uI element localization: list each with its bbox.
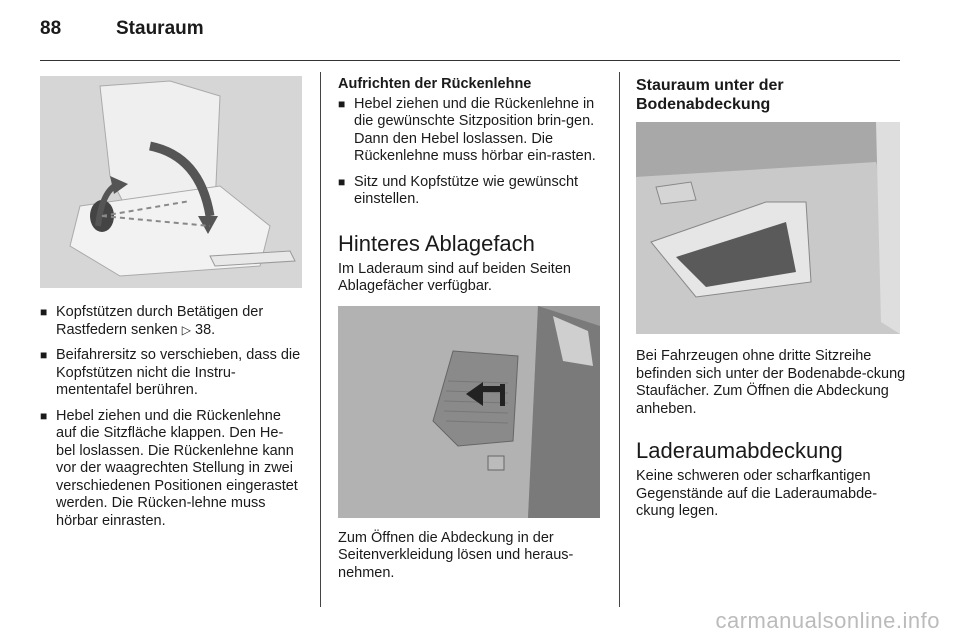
section-heading: Laderaumabdeckung bbox=[636, 438, 843, 463]
instruction-list bbox=[338, 96, 604, 209]
list-item: ■ Sitz und Kopfstütze wie gewünscht einstellen. bbox=[338, 173, 579, 207]
page-title: Stauraum bbox=[116, 18, 204, 39]
section-heading: Stauraum unter der Bodenabdeckung bbox=[636, 77, 784, 113]
underfloor-storage-illustration bbox=[636, 122, 900, 334]
bullet-icon: ■ bbox=[338, 96, 346, 111]
watermark: carmanualsonline.info bbox=[715, 608, 940, 633]
bullet-icon: ■ bbox=[338, 174, 346, 189]
page-reference-icon: ▷ bbox=[181, 322, 191, 337]
seat-illustration bbox=[40, 76, 302, 288]
storage-compartment-illustration bbox=[338, 306, 600, 518]
column-middle bbox=[338, 76, 604, 582]
section-intro: Im Laderaum sind auf beiden Seiten Ablagefächer verfügbar. bbox=[338, 260, 571, 294]
section-text: Bei Fahrzeugen ohne dritte Sitzreihe befinden sich unter der Bodenabde-ckung Staufächer. Zum Öffnen die Abdeckung anheben. bbox=[636, 348, 906, 417]
list-item: ■ Kopfstützen durch Betätigen der Rastfedern senken ▷ 38. bbox=[40, 304, 264, 338]
list-item: ■ Beifahrersitz so verschieben, dass die Kopfstützen nicht die Instru-mententafel berühren. bbox=[40, 347, 301, 398]
instruction-list bbox=[40, 304, 302, 530]
column-divider-1 bbox=[320, 72, 321, 607]
section-heading: Hinteres Ablagefach bbox=[338, 230, 535, 256]
subheading: Aufrichten der Rückenlehne bbox=[338, 76, 532, 92]
page-reference: 38. bbox=[195, 321, 216, 338]
column-right bbox=[636, 76, 908, 521]
list-item: ■ Hebel ziehen und die Rückenlehne in die gewünschte Sitzposition brin-gen. Dann den Hebel loslassen. Die Rückenlehne muss hörbar ein-rasten. bbox=[338, 95, 596, 164]
list-item: ■ Hebel ziehen und die Rückenlehne auf die Sitzfläche klappen. Den He-bel loslassen. Die Rückenlehne kann vor der waagrechten Stellung in zwei verschiedenen Positionen eingerastet werden. Die Rücken-lehne muss hörbar einrasten. bbox=[40, 407, 298, 529]
page-number: 88 bbox=[40, 18, 62, 39]
column-left bbox=[40, 76, 302, 538]
bullet-icon: ■ bbox=[40, 408, 48, 423]
section-text: Keine schweren oder scharfkantigen Gegenstände auf die Laderaumabde-ckung legen. bbox=[636, 468, 878, 519]
header-rule bbox=[40, 60, 900, 61]
image-caption: Zum Öffnen die Abdeckung in der Seitenverkleidung lösen und heraus-nehmen. bbox=[338, 529, 574, 581]
bullet-icon: ■ bbox=[40, 348, 48, 362]
bullet-icon: ■ bbox=[40, 305, 48, 319]
column-divider-2 bbox=[619, 72, 620, 607]
